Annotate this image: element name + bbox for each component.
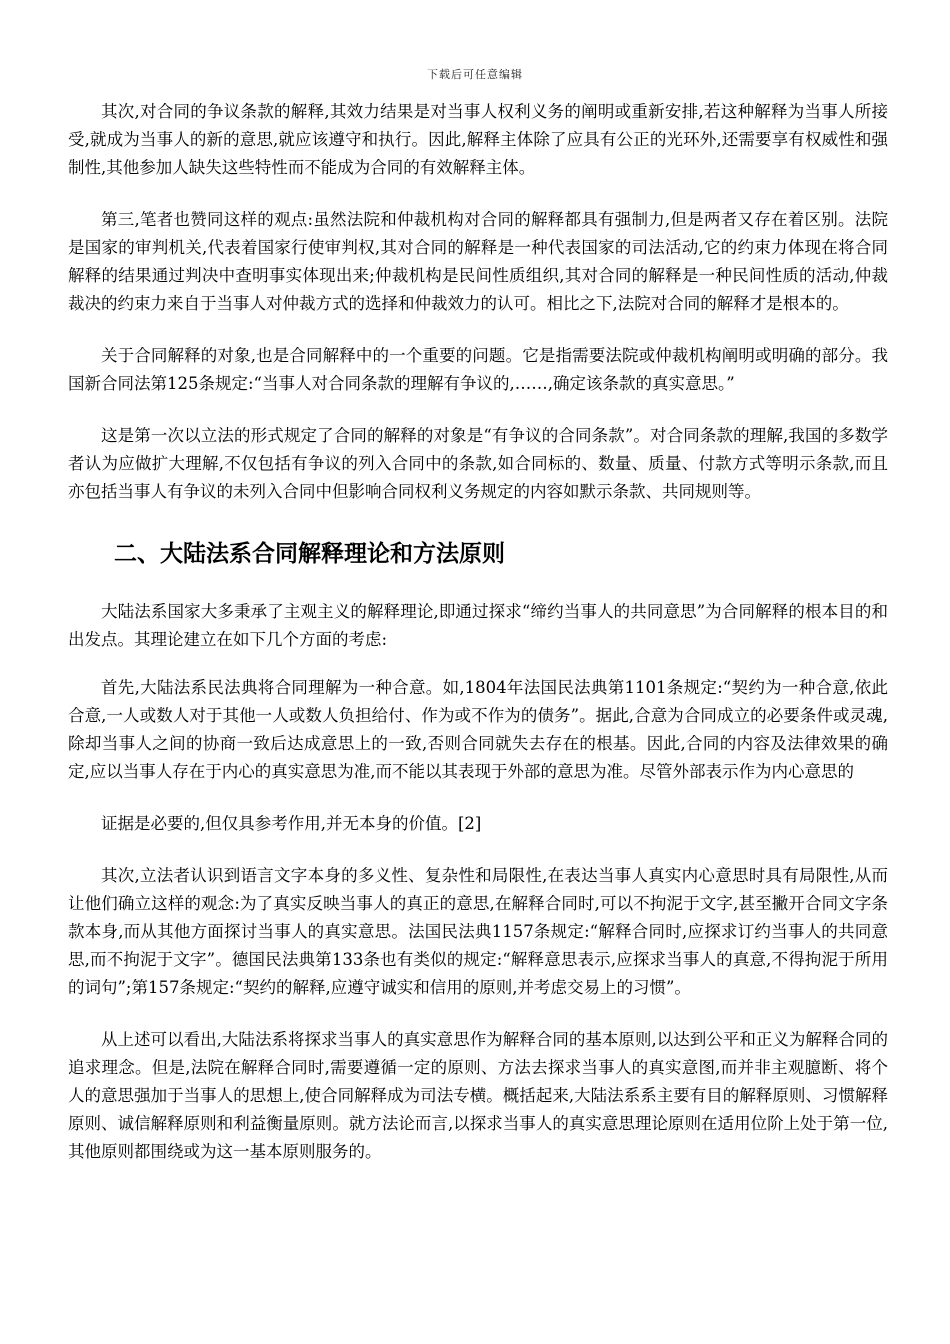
paragraph-court-vs-arbitration: 第三,笔者也赞同这样的观点:虽然法院和仲裁机构对合同的解释都具有强制力,但是两者又存在着区别。法院是国家的审判机关,代表着国家行使审判权,其对合同的解释是一种代表国家的司法活动,它的约束力体现在将合同解释的结果通过判决中查明事实体现出来;仲裁机构是民间性质组织,其对合同的解释是一种民间性质的活动,仲裁裁决的约束力来自于当事人对仲裁方式的选择和仲裁效力的认可。相比之下,法院对合同的解释才是根本的。	[68, 210, 888, 313]
header-watermark: 下载后可任意编辑	[427, 68, 523, 81]
paragraph-agreement-concept: 首先,大陆法系民法典将合同理解为一种合意。如,1804年法国民法典第1101条规定:“契约为一种合意,依此合意,一人或数人对于其他一人或数人负担给付、作为或不作为的债务”。据此,合意为合同成立的必要条件或灵魂,除却当事人之间的协商一致后达成意思上的一致,否则合同就失去存在的根基。因此,合同的内容及法律效果的确定,应以当事人存在于内心的真实意思为准,而不能以其表现于外部的意思为准。尽管外部表示作为内心意思的	[68, 678, 888, 781]
section-heading: 二、大陆法系合同解释理论和方法原则	[114, 541, 505, 567]
paragraph-dispute-clause-effect: 其次,对合同的争议条款的解释,其效力结果是对当事人权利义务的阐明或重新安排,若这种解释为当事人所接受,就成为当事人的新的意思,就应该遵守和执行。因此,解释主体除了应具有公正的光环外,还需要享有权威性和强制性,其他参加人缺失这些特性而不能成为合同的有效解释主体。	[68, 102, 888, 177]
paragraph-language-limits: 其次,立法者认识到语言文字本身的多义性、复杂性和局限性,在表达当事人真实内心意思时具有局限性,从而让他们确立这样的观念:为了真实反映当事人的真正的意思,在解释合同时,可以不拘泥于文字,甚至撇开合同文字条款本身,而从其他方面探讨当事人的真实意思。法国民法典1157条规定:“解释合同时,应探求订约当事人的共同意思,而不拘泥于文字”。德国民法典第133条也有类似的规定:“解释意思表示,应探求当事人的真意,不得拘泥于所用的词句”;第157条规定:“契约的解释,应遵守诚实和信用的原则,并考虑交易上的习惯”。	[68, 866, 888, 997]
paragraph-interpretation-principles: 从上述可以看出,大陆法系将探求当事人的真实意思作为解释合同的基本原则,以达到公平和正义为解释合同的追求理念。但是,法院在解释合同时,需要遵循一定的原则、方法去探求当事人的真实意图,而并非主观臆断、将个人的意思强加于当事人的思想上,使合同解释成为司法专横。概括起来,大陆法系系主要有目的解释原则、习惯解释原则、诚信解释原则和利益衡量原则。就方法论而言,以探求当事人的真实意思理论原则在适用位阶上处于第一位,其他原则都围绕或为这一基本原则服务的。	[68, 1030, 888, 1161]
paragraph-subjectivism-theory: 大陆法系国家大多秉承了主观主义的解释理论,即通过探求“缔约当事人的共同意思”为合同解释的根本目的和出发点。其理论建立在如下几个方面的考虑:	[68, 602, 888, 649]
paragraph-disputed-clauses: 这是第一次以立法的形式规定了合同的解释的对象是“有争议的合同条款”。对合同条款的理解,我国的多数学者认为应做扩大理解,不仅包括有争议的列入合同中的条款,如合同标的、数量、质量、付款方式等明示条款,而且亦包括当事人有争议的未列入合同中但影响合同权利义务规定的内容如默示条款、共同规则等。	[68, 426, 888, 501]
paragraph-evidence-note: 证据是必要的,但仅具参考作用,并无本身的价值。[2]	[101, 814, 482, 833]
paragraph-interpretation-object: 关于合同解释的对象,也是合同解释中的一个重要的问题。它是指需要法院或仲裁机构阐明或明确的部分。我国新合同法第125条规定:“当事人对合同条款的理解有争议的,……,确定该条款的真实意思。”	[68, 346, 888, 393]
document-body	[68, 98, 888, 1190]
